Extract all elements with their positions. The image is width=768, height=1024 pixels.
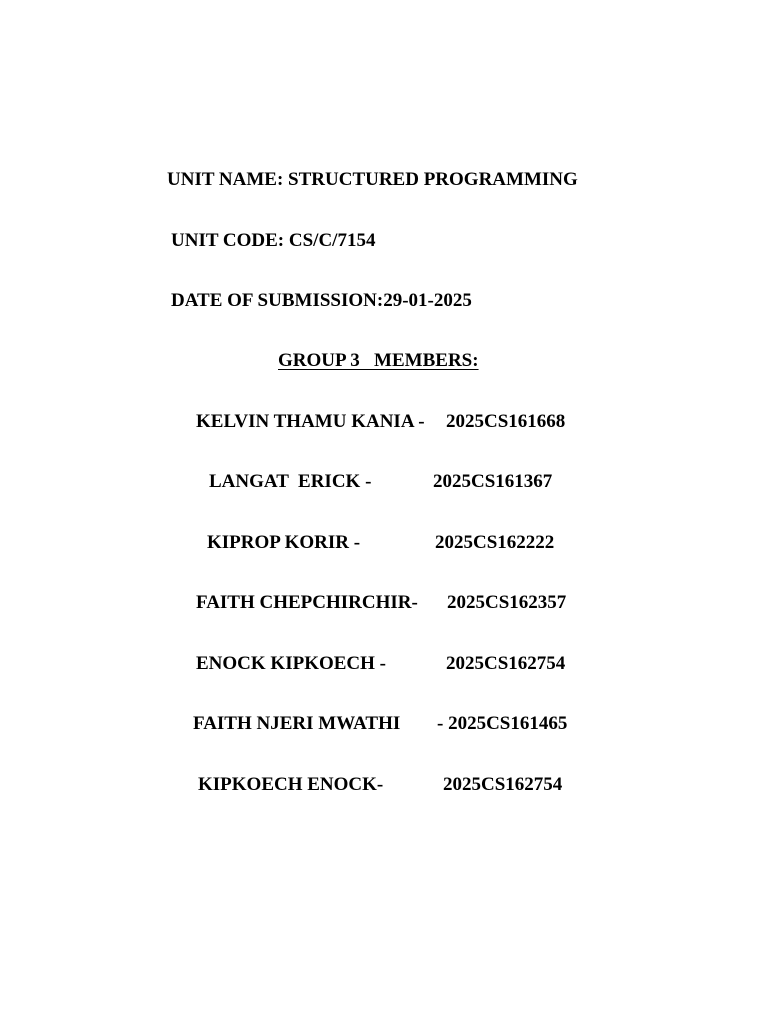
unit-code: UNIT CODE: CS/C/7154 [171,230,376,251]
member-3-name: KIPROP KORIR - [207,532,361,553]
member-7-name: KIPKOECH ENOCK- [198,774,384,795]
member-4-name: FAITH CHEPCHIRCHIR- [196,592,418,613]
member-4-id: 2025CS162357 [447,592,567,613]
member-6-id: - 2025CS161465 [437,713,568,734]
unit-name: UNIT NAME: STRUCTURED PROGRAMMING [167,169,578,190]
member-2-name: LANGAT ERICK - [209,471,372,492]
member-7-id: 2025CS162754 [443,774,563,795]
member-1-name: KELVIN THAMU KANIA - [196,411,430,432]
date-of-submission: DATE OF SUBMISSION:29-01-2025 [171,290,472,311]
member-5-id: 2025CS162754 [446,653,566,674]
member-6-name: FAITH NJERI MWATHI [193,713,401,734]
member-2-id: 2025CS161367 [433,471,553,492]
member-5-name: ENOCK KIPKOECH - [196,653,387,674]
member-1-id: 2025CS161668 [446,411,566,432]
group-heading: GROUP 3 MEMBERS: [278,350,479,371]
member-3-id: 2025CS162222 [435,532,555,553]
